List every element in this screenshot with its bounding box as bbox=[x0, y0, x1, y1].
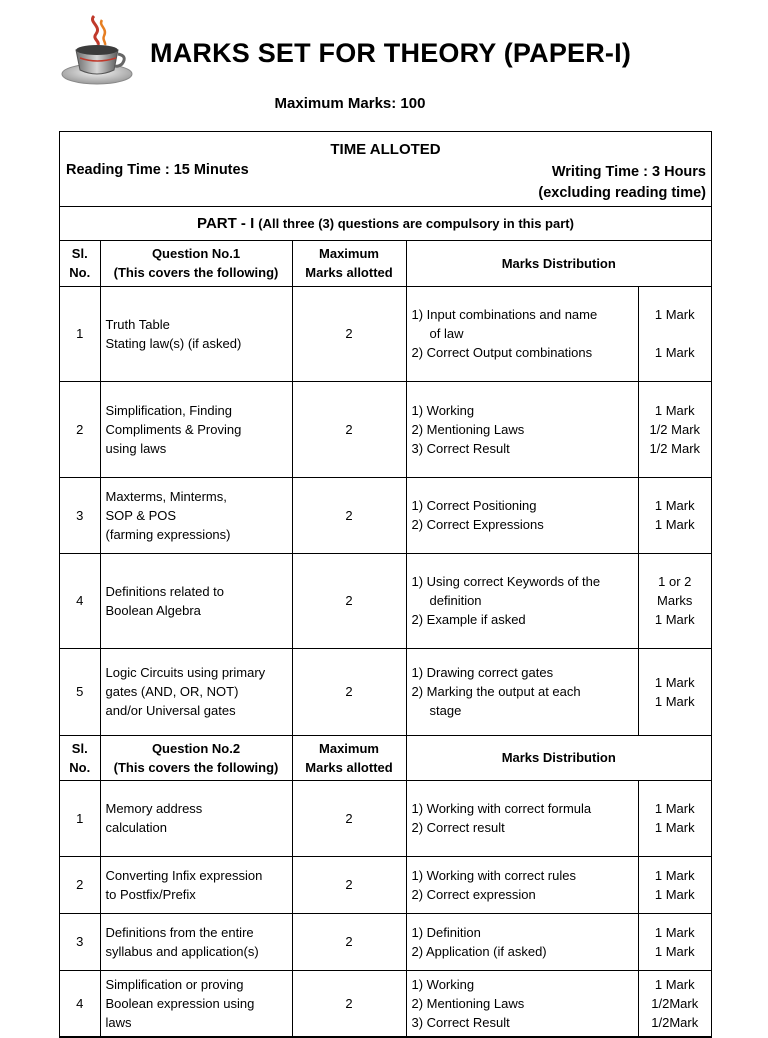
table-header-row bbox=[60, 241, 711, 286]
cell-line: of law bbox=[429, 326, 464, 341]
row-distribution bbox=[406, 970, 638, 1036]
cell-line: Compliments & Proving bbox=[105, 421, 242, 437]
cell-line: 1) Working with correct formula bbox=[411, 801, 592, 816]
cell-line: 2) Application (if asked) bbox=[411, 943, 547, 959]
cell-line: 3) Correct Result bbox=[411, 1014, 510, 1030]
part-heading bbox=[60, 207, 711, 241]
row-sl-no: 3 bbox=[60, 477, 100, 553]
cell-line: Marks allotted bbox=[305, 759, 393, 775]
cell-line: 1/2Mark bbox=[651, 995, 699, 1011]
time-allotted-title: TIME ALLOTED bbox=[330, 141, 441, 158]
cell-line: syllabus and application(s) bbox=[105, 943, 259, 959]
row-distribution bbox=[406, 286, 638, 381]
cell-line: and/or Universal gates bbox=[105, 703, 236, 718]
table-row bbox=[60, 780, 711, 856]
row-distribution bbox=[406, 381, 638, 477]
cell-line: Definitions related to bbox=[105, 583, 225, 599]
java-cup-logo bbox=[60, 12, 134, 86]
part-label: PART - I bbox=[197, 215, 255, 232]
table-row bbox=[60, 856, 711, 913]
cell-line: laws bbox=[105, 1014, 132, 1030]
row-distribution bbox=[406, 648, 638, 735]
writing-time: Writing Time : 3 Hours bbox=[551, 164, 706, 180]
cell-line: 2) Correct result bbox=[411, 820, 505, 835]
marks-table bbox=[60, 241, 711, 1037]
row-marks bbox=[638, 381, 711, 477]
cell-line: 2) Correct Output combinations bbox=[411, 345, 593, 360]
cell-line: 1 or 2 bbox=[658, 574, 692, 589]
row-marks bbox=[638, 286, 711, 381]
cell-line: Simplification or proving bbox=[105, 976, 244, 992]
reading-time: Reading Time : 15 Minutes bbox=[66, 162, 249, 178]
row-topic bbox=[100, 553, 292, 648]
cell-line: 2) Correct expression bbox=[411, 886, 536, 902]
cell-line: 2) Mentioning Laws bbox=[411, 995, 525, 1011]
cell-line: Marks bbox=[657, 593, 693, 608]
cell-line: 1 Mark bbox=[654, 976, 695, 992]
cell-line: 3) Correct Result bbox=[411, 440, 510, 456]
header-marks-distribution: Marks Distribution bbox=[406, 241, 711, 286]
cell-line: using laws bbox=[105, 440, 167, 456]
cell-line: 1) Working bbox=[411, 402, 475, 418]
cell-line: definition bbox=[429, 593, 482, 608]
cell-line: 1 Mark bbox=[654, 943, 695, 959]
cell-line: Maximum bbox=[319, 740, 379, 756]
cell-line: 1) Using correct Keywords of the bbox=[411, 574, 601, 589]
row-maximum-marks: 2 bbox=[292, 381, 406, 477]
header-question bbox=[100, 735, 292, 780]
row-distribution bbox=[406, 856, 638, 913]
cell-line: 1 Mark bbox=[654, 801, 695, 816]
row-sl-no: 2 bbox=[60, 856, 100, 913]
cell-line: 2) Marking the output at each bbox=[411, 684, 581, 699]
row-topic bbox=[100, 856, 292, 913]
cell-line: 1 Mark bbox=[654, 693, 695, 709]
row-distribution bbox=[406, 780, 638, 856]
cell-line: (This covers the following) bbox=[113, 265, 279, 281]
cell-line: Question No.2 bbox=[151, 740, 241, 756]
row-maximum-marks: 2 bbox=[292, 553, 406, 648]
cell-line: 1 Mark bbox=[654, 307, 695, 322]
table-header-row bbox=[60, 735, 711, 780]
cell-line: No. bbox=[69, 759, 91, 775]
cell-line: (farming expressions) bbox=[105, 526, 231, 542]
cell-line: 2) Mentioning Laws bbox=[411, 421, 525, 437]
cell-line: 1) Working bbox=[411, 976, 475, 992]
cell-line: Boolean expression using bbox=[105, 995, 255, 1011]
cell-line: SOP & POS bbox=[105, 507, 177, 523]
cell-line: 1 Mark bbox=[654, 345, 695, 360]
row-marks bbox=[638, 970, 711, 1036]
row-sl-no: 2 bbox=[60, 381, 100, 477]
cell-line: 1) Definition bbox=[411, 924, 481, 940]
marks-sheet bbox=[59, 131, 712, 1038]
table-row bbox=[60, 286, 711, 381]
table-row bbox=[60, 970, 711, 1036]
cell-line: 1 Mark bbox=[654, 402, 695, 418]
header-marks-distribution: Marks Distribution bbox=[406, 735, 711, 780]
cell-line: Marks allotted bbox=[305, 265, 393, 281]
page-title: MARKS SET FOR THEORY (PAPER-I) bbox=[150, 38, 632, 68]
cell-line: 1 Mark bbox=[654, 886, 695, 902]
row-sl-no: 3 bbox=[60, 913, 100, 970]
cell-line: 1 Mark bbox=[654, 612, 695, 627]
cell-line: 1) Input combinations and name bbox=[411, 307, 598, 322]
row-sl-no: 5 bbox=[60, 648, 100, 735]
cell-line: Logic Circuits using primary bbox=[105, 665, 266, 680]
cell-line: Maximum bbox=[319, 246, 379, 262]
cell-line: Memory address bbox=[105, 801, 203, 816]
cell-line: Definitions from the entire bbox=[105, 924, 254, 940]
cell-line: (This covers the following) bbox=[113, 759, 279, 775]
cell-line: 1) Working with correct rules bbox=[411, 867, 576, 883]
writing-time-note: (excluding reading time) bbox=[538, 185, 706, 201]
row-marks bbox=[638, 780, 711, 856]
time-allotted-section bbox=[60, 132, 711, 207]
cell-line: 2) Example if asked bbox=[411, 612, 526, 627]
row-maximum-marks: 2 bbox=[292, 286, 406, 381]
cell-line: 1/2 Mark bbox=[649, 421, 701, 437]
cell-line: 1/2Mark bbox=[651, 1014, 699, 1030]
row-topic bbox=[100, 970, 292, 1036]
cell-line: 1 Mark bbox=[654, 674, 695, 690]
row-topic bbox=[100, 477, 292, 553]
row-topic bbox=[100, 913, 292, 970]
cell-line: 1 Mark bbox=[654, 517, 695, 532]
row-maximum-marks: 2 bbox=[292, 648, 406, 735]
cell-line: 1/2 Mark bbox=[649, 440, 701, 456]
cell-line: 1 Mark bbox=[654, 820, 695, 835]
row-sl-no: 4 bbox=[60, 553, 100, 648]
row-distribution bbox=[406, 553, 638, 648]
table-row bbox=[60, 381, 711, 477]
cell-line: Maxterms, Minterms, bbox=[105, 488, 227, 504]
header-sl-no bbox=[60, 735, 100, 780]
table-row bbox=[60, 913, 711, 970]
row-topic bbox=[100, 648, 292, 735]
row-marks bbox=[638, 553, 711, 648]
row-maximum-marks: 2 bbox=[292, 970, 406, 1036]
row-marks bbox=[638, 477, 711, 553]
row-sl-no: 1 bbox=[60, 286, 100, 381]
row-marks bbox=[638, 913, 711, 970]
cell-line: Truth Table bbox=[105, 316, 170, 332]
row-topic bbox=[100, 286, 292, 381]
cell-line: 1) Correct Positioning bbox=[411, 498, 537, 513]
cell-line: Simplification, Finding bbox=[105, 402, 232, 418]
maximum-marks: Maximum Marks: 100 bbox=[274, 95, 426, 112]
cell-line: Stating law(s) (if asked) bbox=[105, 335, 242, 351]
row-marks bbox=[638, 856, 711, 913]
row-topic bbox=[100, 780, 292, 856]
writing-time-block bbox=[538, 162, 706, 204]
header-sl-no bbox=[60, 241, 100, 286]
row-sl-no: 4 bbox=[60, 970, 100, 1036]
cell-line: 1 Mark bbox=[654, 867, 695, 883]
cell-line: No. bbox=[69, 265, 91, 281]
row-maximum-marks: 2 bbox=[292, 477, 406, 553]
header-maximum-marks bbox=[292, 241, 406, 286]
cell-line: gates (AND, OR, NOT) bbox=[105, 684, 239, 699]
cell-line: 1 Mark bbox=[654, 498, 695, 513]
row-distribution bbox=[406, 913, 638, 970]
table-row bbox=[60, 477, 711, 553]
cell-line: Sl. bbox=[71, 246, 88, 262]
row-distribution bbox=[406, 477, 638, 553]
table-row bbox=[60, 553, 711, 648]
header-maximum-marks bbox=[292, 735, 406, 780]
cell-line: Question No.1 bbox=[151, 246, 241, 262]
cell-line bbox=[644, 324, 707, 343]
row-maximum-marks: 2 bbox=[292, 780, 406, 856]
row-topic bbox=[100, 381, 292, 477]
cell-line: Converting Infix expression bbox=[105, 867, 263, 883]
cell-line: Boolean Algebra bbox=[105, 602, 201, 618]
cell-line: to Postfix/Prefix bbox=[105, 886, 196, 902]
cell-line: 1) Drawing correct gates bbox=[411, 665, 554, 680]
cell-line: stage bbox=[429, 703, 462, 718]
row-marks bbox=[638, 648, 711, 735]
table-row bbox=[60, 648, 711, 735]
row-maximum-marks: 2 bbox=[292, 913, 406, 970]
header-question bbox=[100, 241, 292, 286]
row-maximum-marks: 2 bbox=[292, 856, 406, 913]
cell-line: calculation bbox=[105, 820, 167, 835]
cell-line: Sl. bbox=[71, 740, 88, 756]
part-note: (All three (3) questions are compulsory in this part) bbox=[258, 216, 574, 231]
cell-line: 1 Mark bbox=[654, 924, 695, 940]
cell-line: 2) Correct Expressions bbox=[411, 517, 544, 532]
row-sl-no: 1 bbox=[60, 780, 100, 856]
